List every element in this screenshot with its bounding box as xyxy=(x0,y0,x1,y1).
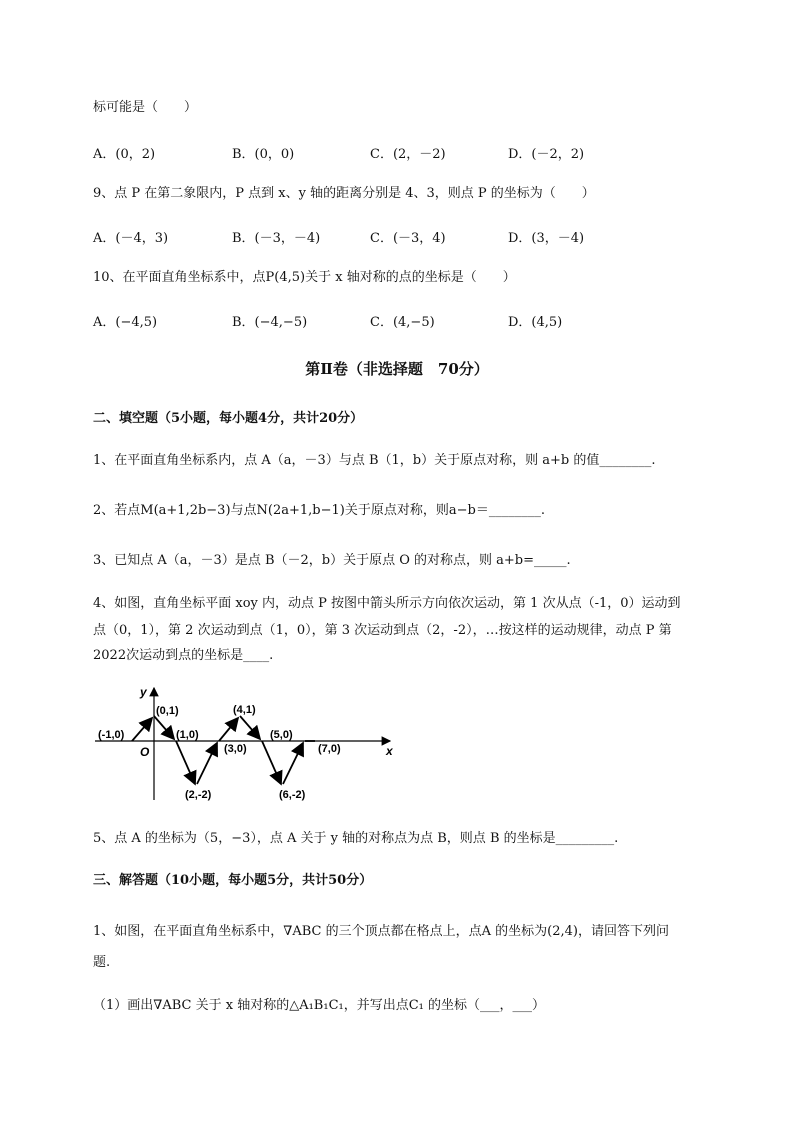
question-8-options xyxy=(93,143,713,161)
fill-question-5: 5、点 A 的坐标为（5，−3），点 A 关于 y 轴的对称点为点 B，则点 B 的坐标是_________. xyxy=(93,831,619,846)
option-b[interactable]: B．(−4,−5) xyxy=(232,315,308,330)
point-label: (3,0) xyxy=(224,743,247,755)
part-2-title: 第Ⅱ卷（非选择题 70分） xyxy=(305,360,489,378)
origin-label: O xyxy=(140,745,150,759)
fill-question-4-line-1: 4、如图，直角坐标平面 xoy 内，动点 P 按图中箭头所示方向依次运动，第 1 次从点（-1，0）运动到 xyxy=(93,596,681,611)
option-b[interactable]: B．(－3，－4) xyxy=(232,231,321,246)
option-d[interactable]: D．(－2，2) xyxy=(508,147,585,162)
point-label: (1,0) xyxy=(176,729,199,741)
question-8-stem-tail: 标可能是（ ） xyxy=(93,100,198,115)
option-c[interactable]: C．(2，－2) xyxy=(370,147,446,162)
question-10-options xyxy=(93,311,713,329)
option-a[interactable]: A．(0，2) xyxy=(93,147,156,162)
fill-question-4-line-2: 点（0，1），第 2 次运动到点（1，0），第 3 次运动到点（2，-2），…按这样的运动规律，动点 P 第 xyxy=(93,623,672,638)
solve-question-1-line-2: 题. xyxy=(93,955,111,970)
fill-question-3: 3、已知点 A（a，－3）是点 B（－2，b）关于原点 O 的对称点，则 a+b=_____. xyxy=(93,553,571,568)
point-label: (6,-2) xyxy=(279,789,306,801)
option-c[interactable]: C．(－3，4) xyxy=(370,231,446,246)
option-a[interactable]: A．(－4，3) xyxy=(93,231,169,246)
zigzag-figure xyxy=(90,680,410,805)
point-label: (0,1) xyxy=(156,705,179,717)
question-10: 10、在平面直角坐标系中，点P(4,5)关于 x 轴对称的点的坐标是（ ） xyxy=(93,270,516,285)
option-d[interactable]: D．(4,5) xyxy=(508,315,563,330)
solve-question-1-sub-1: （1）画出∇ABC 关于 x 轴对称的△A₁B₁C₁，并写出点C₁ 的坐标（___，___） xyxy=(93,998,546,1013)
fill-question-1: 1、在平面直角坐标系内，点 A（a，－3）与点 B（1，b）关于原点对称，则 a+b 的值________. xyxy=(93,453,656,468)
point-label: (2,-2) xyxy=(185,789,212,801)
y-axis-label: y xyxy=(140,685,147,699)
question-9-options xyxy=(93,227,713,245)
option-a[interactable]: A．(−4,5) xyxy=(93,315,158,330)
point-label: (5,0) xyxy=(270,729,293,741)
point-label: (7,0) xyxy=(318,743,341,755)
fill-question-2: 2、若点M(a+1,2b−3)与点N(2a+1,b−1)关于原点对称，则a−b＝________. xyxy=(93,503,545,518)
option-b[interactable]: B．(0，0) xyxy=(232,147,295,162)
point-label: (4,1) xyxy=(233,704,256,716)
solve-question-1-line-1: 1、如图，在平面直角坐标系中，∇ABC 的三个顶点都在格点上，点A 的坐标为(2,4)，请回答下列问 xyxy=(93,924,669,939)
section-3-title: 三、解答题（10小题，每小题5分，共计50分） xyxy=(93,873,373,888)
option-d[interactable]: D．(3，－4) xyxy=(508,231,585,246)
option-c[interactable]: C．(4,−5) xyxy=(370,315,435,330)
x-axis-label: x xyxy=(386,744,393,758)
fill-question-4-line-3: 2022次运动到点的坐标是____. xyxy=(93,648,274,663)
section-2-title: 二、填空题（5小题，每小题4分，共计20分） xyxy=(93,411,364,426)
point-label: (-1,0) xyxy=(98,729,125,741)
question-9: 9、点 P 在第二象限内，P 点到 x、y 轴的距离分别是 4、3，则点 P 的坐标为（ ） xyxy=(93,186,595,201)
